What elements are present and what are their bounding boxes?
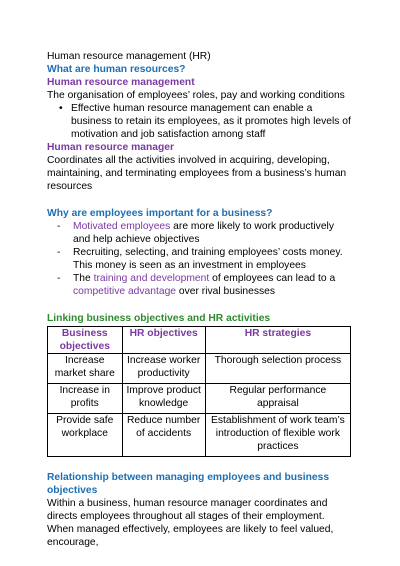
hr-manager-definition: Coordinates all the activities involved in acquiring, developing, maintaining, and terminating employees from a business’s human resources bbox=[47, 155, 347, 192]
item-text: The bbox=[73, 273, 94, 284]
table-cell: Reduce number of accidents bbox=[122, 414, 205, 457]
subheading-hr-manager: Human resource manager bbox=[47, 142, 175, 153]
table-row bbox=[48, 354, 351, 384]
list-item: - Recruiting, selecting, and training employees’ costs money. This money is seen as an investment in employees bbox=[57, 246, 354, 272]
section-heading-relationship: Relationship between managing employees and business objectives bbox=[47, 472, 330, 496]
table-row bbox=[48, 384, 351, 414]
hr-management-bullets bbox=[47, 102, 354, 141]
column-header: Business objectives bbox=[48, 327, 123, 354]
column-header: HR strategies bbox=[205, 327, 350, 354]
highlight-text: Motivated employees bbox=[73, 221, 171, 232]
relationship-text: Within a business, human resource manager coordinates and directs employees throughout all stages of their employment. When managed effectively, employees are likely to feel valued, encourage, bbox=[47, 498, 334, 548]
section-heading-human-resources: What are human resources? bbox=[47, 64, 186, 75]
list-item bbox=[57, 220, 354, 246]
table-cell: Thorough selection process bbox=[205, 354, 350, 384]
table-cell: Increase worker productivity bbox=[122, 354, 205, 384]
table-cell: Improve product knowledge bbox=[122, 384, 205, 414]
hr-objectives-table bbox=[47, 326, 351, 457]
item-text: are more likely to work productively and help achieve objectives bbox=[73, 221, 334, 245]
section-heading-employees-importance: Why are employees important for a business? bbox=[47, 208, 273, 219]
table-cell: Regular performance appraisal bbox=[205, 384, 350, 414]
column-header: HR objectives bbox=[122, 327, 205, 354]
table-heading: Linking business objectives and HR activities bbox=[47, 313, 271, 324]
item-text: over rival businesses bbox=[176, 286, 276, 297]
table-cell: Increase in profits bbox=[48, 384, 123, 414]
table-header-row bbox=[48, 327, 351, 354]
bullet-item: • Effective human resource management can enable a business to retain its employees, as it promotes high levels of motivation and job satisfaction among staff bbox=[59, 102, 354, 141]
table-row bbox=[48, 414, 351, 457]
item-text: of employees can lead to a bbox=[209, 273, 336, 284]
table-cell: Increase market share bbox=[48, 354, 123, 384]
highlight-text: competitive advantage bbox=[73, 286, 177, 297]
employees-importance-list bbox=[47, 220, 354, 298]
table-cell: Provide safe workplace bbox=[48, 414, 123, 457]
table-cell: Establishment of work team’s introduction of flexible work practices bbox=[205, 414, 350, 457]
document-title: Human resource management (HR) bbox=[47, 51, 211, 62]
list-item bbox=[57, 272, 354, 298]
subheading-hr-management: Human resource management bbox=[47, 77, 195, 88]
hr-management-definition: The organisation of employees’ roles, pay and working conditions bbox=[47, 90, 345, 101]
highlight-text: training and development bbox=[93, 273, 210, 284]
